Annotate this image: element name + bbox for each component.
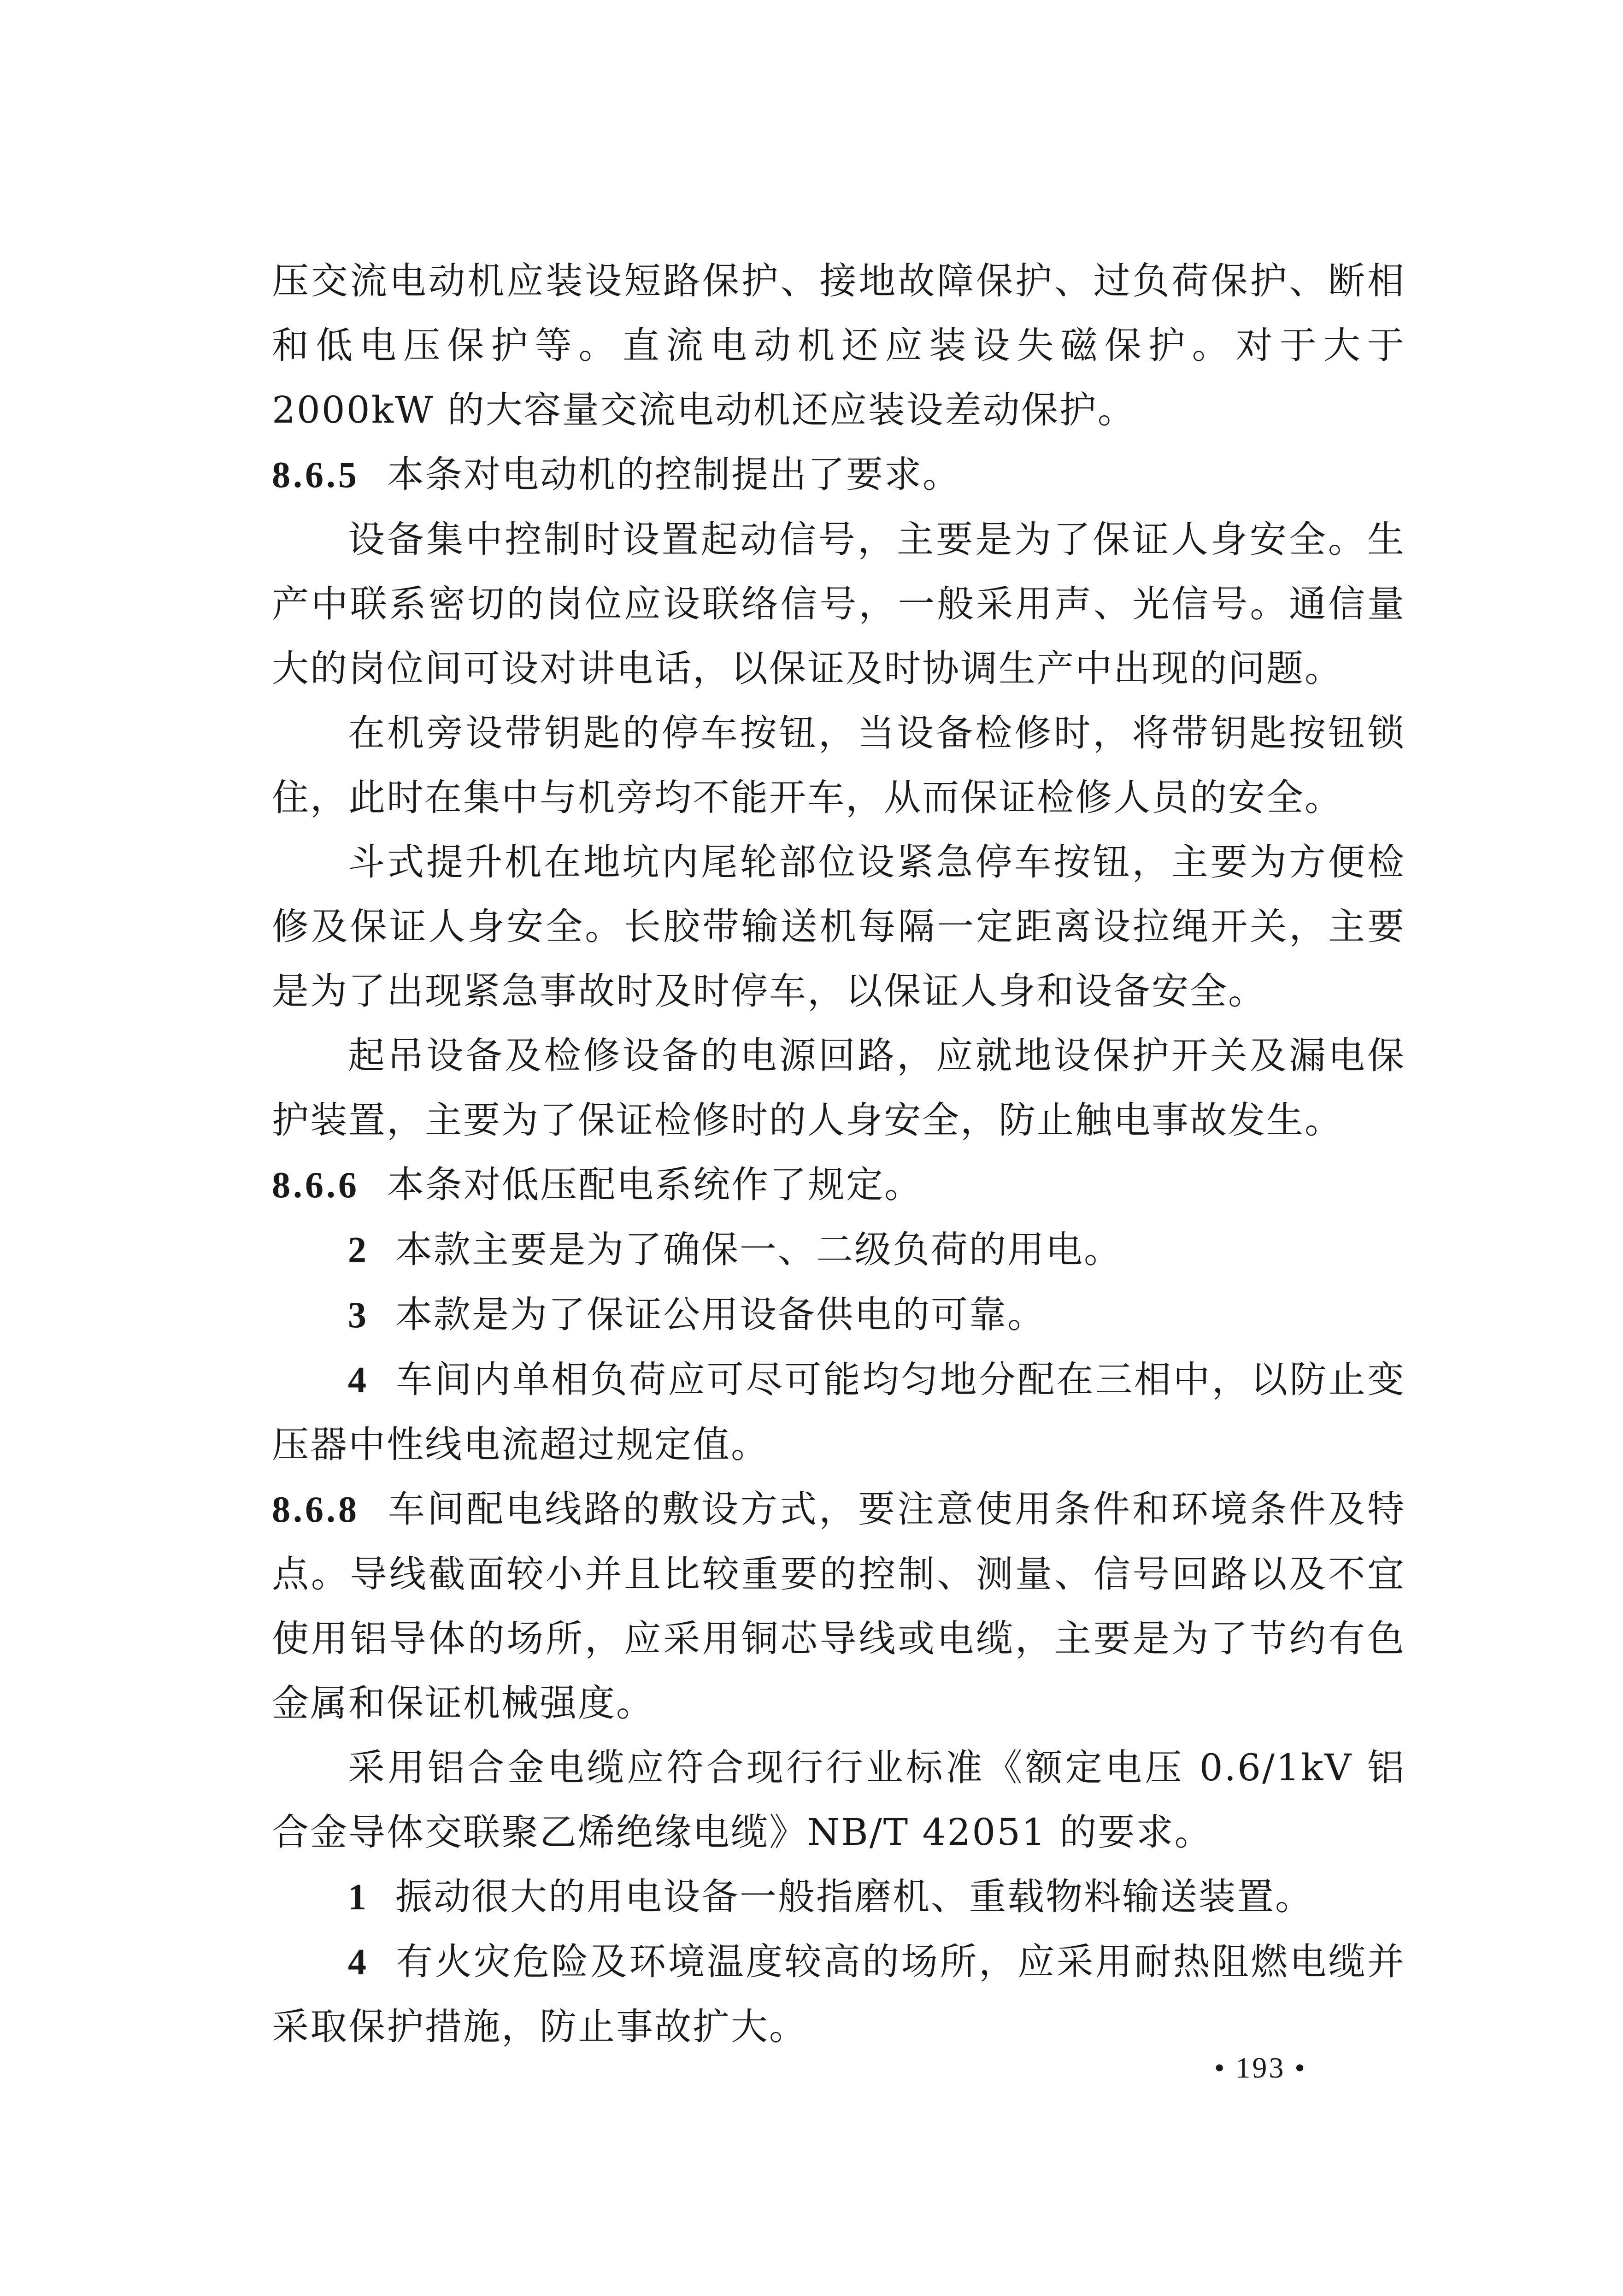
clause-text: 本条对电动机的控制提出了要求。 — [387, 453, 961, 496]
paragraph — [272, 830, 1405, 1024]
item-number: 1 — [348, 1877, 368, 1918]
item-text: 车间内单相负荷应可尽可能均匀地分配在三相中，以防止变压器中性线电流超过规定值。 — [272, 1358, 1405, 1466]
body-text — [272, 249, 1405, 2059]
list-item — [272, 1930, 1405, 2059]
item-number: 2 — [348, 1230, 368, 1271]
item-text: 本款主要是为了确保一、二级负荷的用电。 — [395, 1228, 1122, 1271]
paragraph — [272, 1024, 1405, 1153]
list-item — [272, 1218, 1405, 1283]
item-number: 4 — [348, 1360, 368, 1401]
paragraph — [272, 507, 1405, 701]
list-item — [272, 1283, 1405, 1348]
paragraph-text: 采用铝合金电缆应符合现行行业标准《额定电压 0.6/1kV 铝合金导体交联聚乙烯绝缘电缆》NB/T 42051 的要求。 — [272, 1746, 1405, 1854]
clause-8-6-5 — [272, 442, 1405, 507]
paragraph-text: 在机旁设带钥匙的停车按钮，当设备检修时，将带钥匙按钮锁住，此时在集中与机旁均不能开车，从而保证检修人员的安全。 — [272, 712, 1405, 819]
list-item — [272, 1865, 1405, 1930]
item-number: 4 — [348, 1942, 368, 1983]
item-text: 有火灾危险及环境温度较高的场所，应采用耐热阻燃电缆并采取保护措施，防止事故扩大。 — [272, 1940, 1405, 2048]
paragraph-text: 压交流电动机应装设短路保护、接地故障保护、过负荷保护、断相和低电压保护等。直流电动机还应装设失磁保护。对于大于2000kW 的大容量交流电动机还应装设差动保护。 — [272, 259, 1405, 431]
list-item — [272, 1348, 1405, 1477]
item-number: 3 — [348, 1295, 368, 1336]
paragraph-text: 设备集中控制时设置起动信号，主要是为了保证人身安全。生产中联系密切的岗位应设联络信号，一般采用声、光信号。通信量大的岗位间可设对讲电话，以保证及时协调生产中出现的问题。 — [272, 518, 1405, 690]
paragraph-text: 斗式提升机在地坑内尾轮部位设紧急停车按钮，主要为方便检修及保证人身安全。长胶带输送机每隔一定距离设拉绳开关，主要是为了出现紧急事故时及时停车，以保证人身和设备安全。 — [272, 841, 1405, 1013]
page-number: • 193 • — [1214, 2051, 1307, 2084]
item-text: 振动很大的用电设备一般指磨机、重载物料输送装置。 — [395, 1875, 1313, 1918]
clause-number: 8.6.5 — [272, 455, 359, 495]
paragraph-text: 起吊设备及检修设备的电源回路，应就地设保护开关及漏电保护装置，主要为了保证检修时的人身安全，防止触电事故发生。 — [272, 1034, 1405, 1142]
clause-8-6-6 — [272, 1153, 1405, 1218]
item-text: 本款是为了保证公用设备供电的可靠。 — [395, 1293, 1046, 1336]
paragraph-continuation — [272, 249, 1405, 442]
paragraph — [272, 1736, 1405, 1865]
clause-8-6-8 — [272, 1477, 1405, 1736]
clause-text: 本条对低压配电系统作了规定。 — [387, 1163, 923, 1206]
clause-number: 8.6.6 — [272, 1165, 359, 1206]
paragraph — [272, 701, 1405, 830]
clause-number: 8.6.8 — [272, 1489, 359, 1530]
clause-text: 车间配电线路的敷设方式，要注意使用条件和环境条件及特点。导线截面较小并且比较重要的控制、测量、信号回路以及不宜使用铝导体的场所，应采用铜芯导线或电缆，主要是为了节约有色金属和保证机械强度。 — [272, 1488, 1405, 1725]
